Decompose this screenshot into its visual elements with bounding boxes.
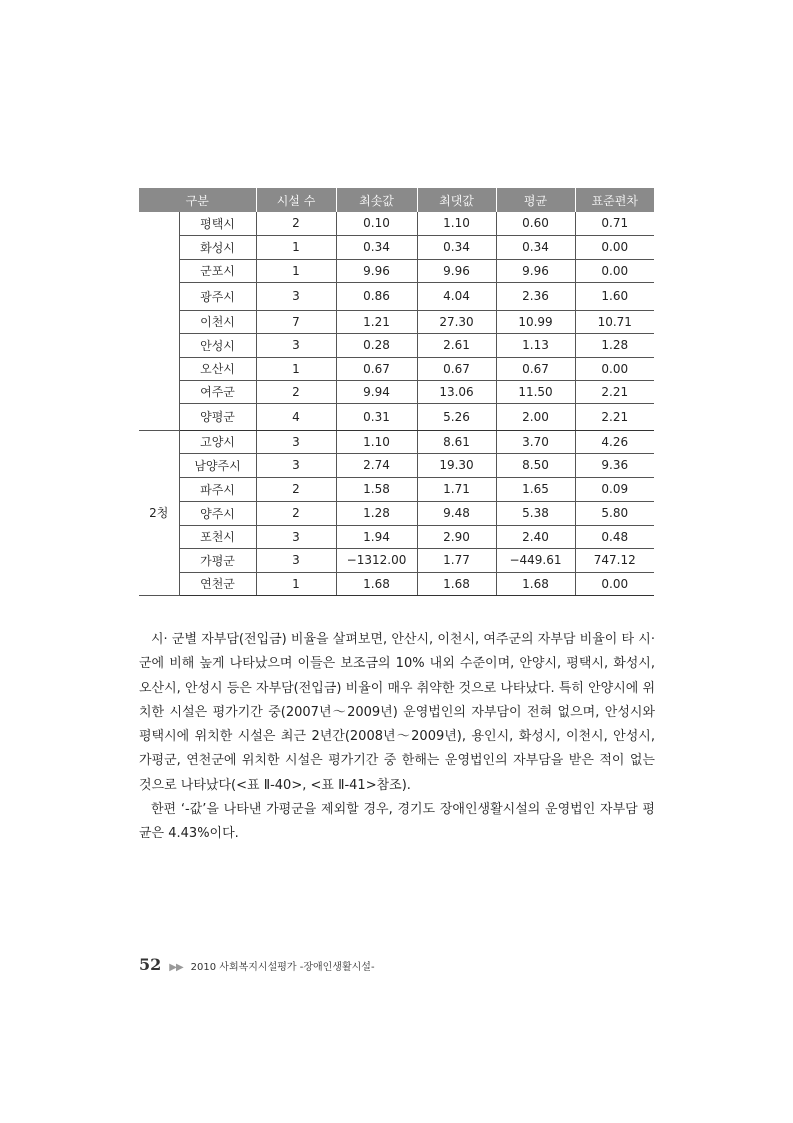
- facility-count: 2: [256, 380, 336, 403]
- table-row: [139, 403, 654, 430]
- table-row: [139, 477, 654, 501]
- city-name: 양평군: [179, 403, 256, 430]
- stddev-value: 0.00: [575, 259, 654, 282]
- stddev-value: 0.00: [575, 357, 654, 380]
- min-value: 0.34: [336, 235, 417, 259]
- mean-value: 1.13: [496, 333, 575, 357]
- min-value: 1.94: [336, 525, 417, 548]
- max-value: 1.68: [417, 572, 496, 595]
- stddev-value: 0.00: [575, 572, 654, 595]
- max-value: 2.61: [417, 333, 496, 357]
- facility-count: 2: [256, 501, 336, 525]
- header-min: 최솟값: [336, 188, 417, 212]
- paragraph: 한편 ‘-값’을 나타낸 가평군을 제외할 경우, 경기도 장애인생활시설의 운영법인 자부담 평균은 4.43%이다.: [139, 802, 655, 842]
- max-value: 5.26: [417, 403, 496, 430]
- region-cell: [139, 212, 179, 430]
- mean-value: 2.36: [496, 282, 575, 310]
- min-value: 0.31: [336, 403, 417, 430]
- min-value: 1.28: [336, 501, 417, 525]
- facility-count: 3: [256, 333, 336, 357]
- stddev-value: 0.09: [575, 477, 654, 501]
- facility-count: 1: [256, 259, 336, 282]
- table-row: [139, 380, 654, 403]
- facility-count: 3: [256, 525, 336, 548]
- city-name: 군포시: [179, 259, 256, 282]
- region-cell: 2청: [139, 430, 179, 595]
- max-value: 0.34: [417, 235, 496, 259]
- table-row: [139, 430, 654, 453]
- stddev-value: 9.36: [575, 453, 654, 477]
- city-name: 안성시: [179, 333, 256, 357]
- mean-value: 5.38: [496, 501, 575, 525]
- stddev-value: 1.60: [575, 282, 654, 310]
- mean-value: 1.68: [496, 572, 575, 595]
- city-name: 광주시: [179, 282, 256, 310]
- facility-count: 2: [256, 477, 336, 501]
- max-value: 27.30: [417, 310, 496, 333]
- body-text: [139, 628, 655, 847]
- mean-value: 0.34: [496, 235, 575, 259]
- table-row: [139, 357, 654, 380]
- facility-count: 4: [256, 403, 336, 430]
- table-row: [139, 282, 654, 310]
- max-value: 1.77: [417, 548, 496, 572]
- table-row: [139, 333, 654, 357]
- min-value: 0.86: [336, 282, 417, 310]
- city-name: 평택시: [179, 212, 256, 235]
- max-value: 0.67: [417, 357, 496, 380]
- header-stddev: 표준편차: [575, 188, 654, 212]
- max-value: 4.04: [417, 282, 496, 310]
- stddev-value: 2.21: [575, 403, 654, 430]
- min-value: 0.10: [336, 212, 417, 235]
- city-name: 남양주시: [179, 453, 256, 477]
- page-number: 52: [139, 955, 162, 974]
- max-value: 19.30: [417, 453, 496, 477]
- table-row: [139, 548, 654, 572]
- mean-value: 2.00: [496, 403, 575, 430]
- stddev-value: 0.48: [575, 525, 654, 548]
- stddev-value: 0.00: [575, 235, 654, 259]
- facility-stats-table: [139, 188, 654, 596]
- table-row: [139, 453, 654, 477]
- max-value: 9.48: [417, 501, 496, 525]
- city-name: 화성시: [179, 235, 256, 259]
- city-name: 양주시: [179, 501, 256, 525]
- table-row: [139, 259, 654, 282]
- table-row: [139, 572, 654, 595]
- max-value: 1.10: [417, 212, 496, 235]
- stddev-value: 2.21: [575, 380, 654, 403]
- min-value: 9.94: [336, 380, 417, 403]
- facility-count: 3: [256, 430, 336, 453]
- mean-value: 10.99: [496, 310, 575, 333]
- city-name: 오산시: [179, 357, 256, 380]
- header-mean: 평균: [496, 188, 575, 212]
- facility-count: 3: [256, 453, 336, 477]
- stddev-value: 4.26: [575, 430, 654, 453]
- mean-value: 0.60: [496, 212, 575, 235]
- city-name: 파주시: [179, 477, 256, 501]
- table-row: [139, 212, 654, 235]
- facility-count: 1: [256, 357, 336, 380]
- max-value: 13.06: [417, 380, 496, 403]
- stddev-value: 1.28: [575, 333, 654, 357]
- table-row: [139, 501, 654, 525]
- mean-value: −449.61: [496, 548, 575, 572]
- min-value: 9.96: [336, 259, 417, 282]
- min-value: 1.10: [336, 430, 417, 453]
- facility-count: 1: [256, 235, 336, 259]
- min-value: 1.68: [336, 572, 417, 595]
- min-value: 2.74: [336, 453, 417, 477]
- min-value: 0.28: [336, 333, 417, 357]
- stddev-value: 0.71: [575, 212, 654, 235]
- mean-value: 9.96: [496, 259, 575, 282]
- facility-count: 3: [256, 548, 336, 572]
- mean-value: 11.50: [496, 380, 575, 403]
- mean-value: 2.40: [496, 525, 575, 548]
- max-value: 8.61: [417, 430, 496, 453]
- mean-value: 8.50: [496, 453, 575, 477]
- header-count: 시설 수: [256, 188, 336, 212]
- stddev-value: 747.12: [575, 548, 654, 572]
- footer-title: 2010 사회복지시설평가 -장애인생활시설-: [190, 962, 375, 973]
- facility-count: 2: [256, 212, 336, 235]
- facility-count: 1: [256, 572, 336, 595]
- header-category: 구분: [139, 188, 256, 212]
- stddev-value: 10.71: [575, 310, 654, 333]
- header-max: 최댓값: [417, 188, 496, 212]
- city-name: 이천시: [179, 310, 256, 333]
- min-value: −1312.00: [336, 548, 417, 572]
- mean-value: 1.65: [496, 477, 575, 501]
- max-value: 9.96: [417, 259, 496, 282]
- mean-value: 0.67: [496, 357, 575, 380]
- table-row: [139, 525, 654, 548]
- table-header-row: [139, 188, 654, 212]
- table-row: [139, 310, 654, 333]
- arrow-icon: ▶▶: [169, 962, 183, 973]
- city-name: 포천시: [179, 525, 256, 548]
- min-value: 1.21: [336, 310, 417, 333]
- min-value: 1.58: [336, 477, 417, 501]
- facility-count: 3: [256, 282, 336, 310]
- city-name: 여주군: [179, 380, 256, 403]
- paragraph: 시· 군별 자부담(전입금) 비율을 살펴보면, 안산시, 이천시, 여주군의 자부담 비율이 타 시· 군에 비해 높게 나타났으며 이들은 보조금의 10% 내외 수준이며, 안양시, 평택시, 화성시, 오산시, 안성시 등은 자부담(전입금) 비율이 매우 취약한 것으로 나타났다. 특히 안양시에 위치한 시설은 평가기간 중(2007년～2009년) 운영법인의 자부담이 전혀 없으며, 안성시와 평택시에 위치한 시설은 최근 2년간(2008년～2009년), 용인시, 화성시, 이천시, 안성시, 가평군, 연천군에 위치한 시설은 평가기간 중 한해는 운영법인의 자부담을 받은 적이 없는 것으로 나타났다(<표 Ⅱ-40>, <표 Ⅱ-41>참조).: [139, 632, 655, 793]
- mean-value: 3.70: [496, 430, 575, 453]
- city-name: 연천군: [179, 572, 256, 595]
- stddev-value: 5.80: [575, 501, 654, 525]
- page-footer: [139, 955, 375, 975]
- city-name: 가평군: [179, 548, 256, 572]
- table-row: [139, 235, 654, 259]
- city-name: 고양시: [179, 430, 256, 453]
- facility-count: 7: [256, 310, 336, 333]
- max-value: 2.90: [417, 525, 496, 548]
- min-value: 0.67: [336, 357, 417, 380]
- max-value: 1.71: [417, 477, 496, 501]
